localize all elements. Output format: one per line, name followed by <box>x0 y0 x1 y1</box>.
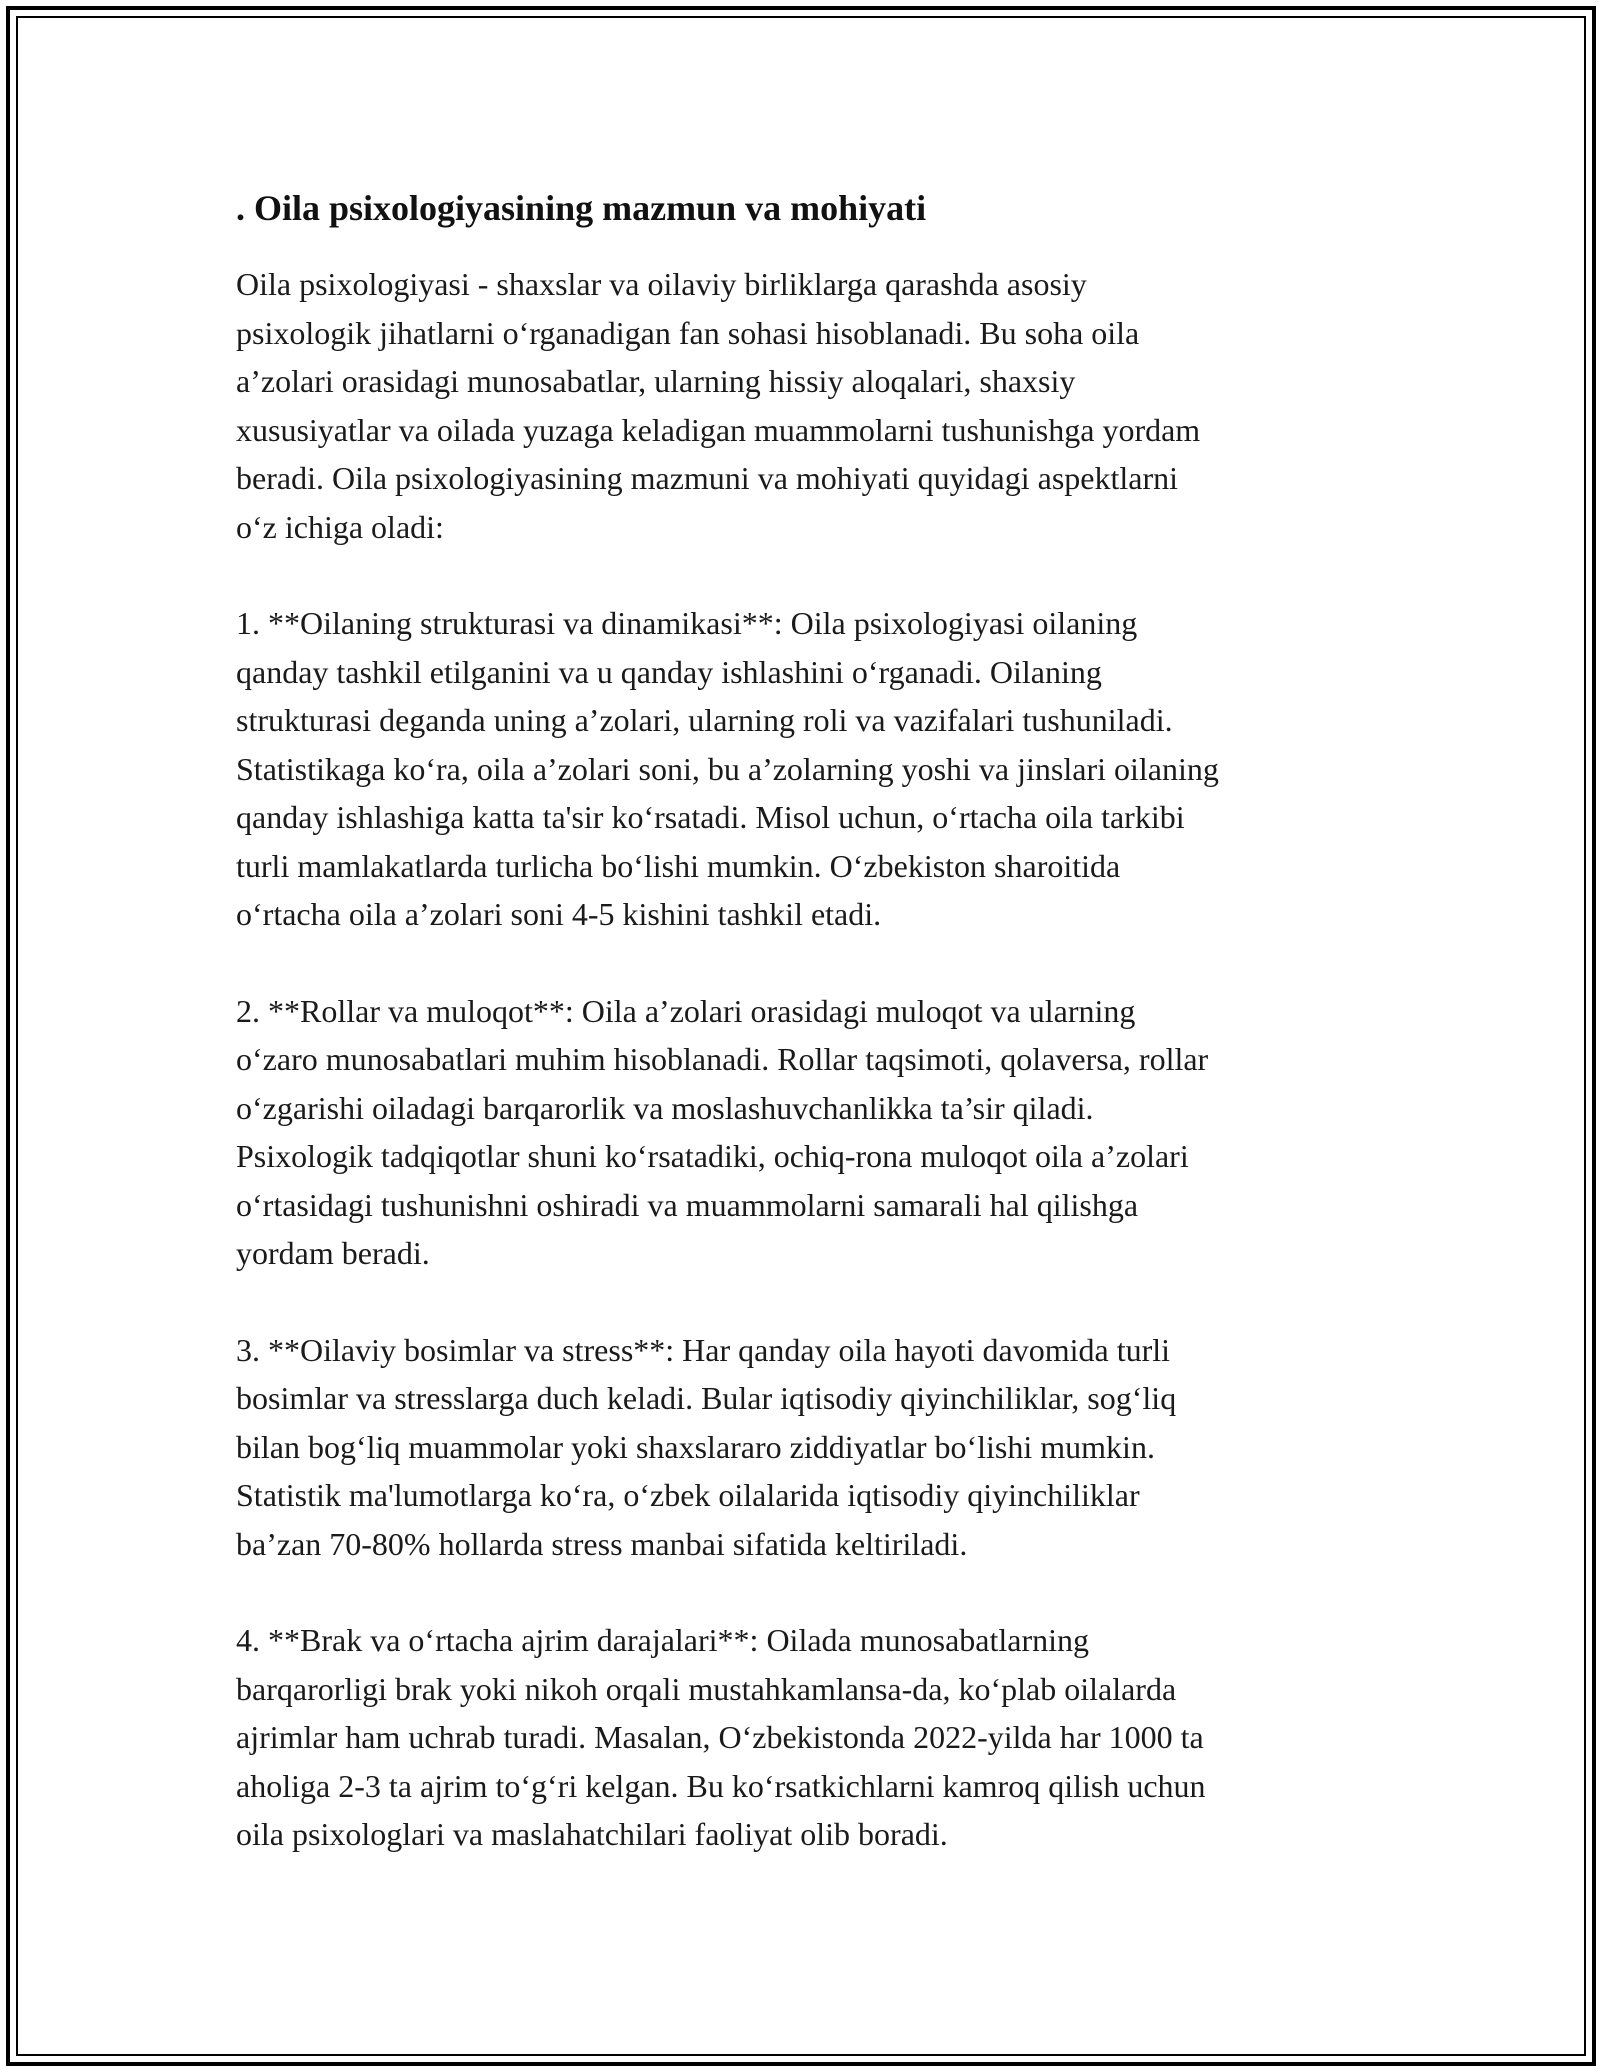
paragraph-list <box>236 260 1376 1859</box>
paragraph-line: ba’zan 70-80% hollarda stress manbai sifatida keltiriladi. <box>236 1525 968 1562</box>
paragraph-line: Psixologik tadqiqotlar shuni ko‘rsatadiki, ochiq-rona muloqot oila a’zolari <box>236 1138 1189 1174</box>
paragraph-line: qanday ishlashiga katta ta'sir ko‘rsatadi. Misol uchun, o‘rtacha oila tarkibi <box>236 799 1185 835</box>
paragraph-line: psixologik jihatlarni o‘rganadigan fan sohasi hisoblanadi. Bu soha oila <box>236 314 1140 351</box>
paragraph-line: ajrimlar ham uchrab turadi. Masalan, O‘zbekistonda 2022-yilda har 1000 ta <box>236 1719 1204 1755</box>
paragraph-line: bosimlar va stresslarga duch keladi. Bular iqtisodiy qiyinchiliklar, sog‘liq <box>236 1380 1177 1416</box>
paragraph-line: qanday tashkil etilganini va u qanday ishlashini o‘rganadi. Oilaning <box>236 653 1102 690</box>
paragraph-line: 2. **Rollar va muloqot**: Oila a’zolari orasidagi muloqot va ularning <box>236 992 1136 1029</box>
paragraph-line: yordam beradi. <box>236 1235 430 1271</box>
document-heading: . Oila psixologiyasining mazmun va mohiyati <box>236 188 927 228</box>
paragraph-line: o‘rtacha oila a’zolari soni 4-5 kishini tashkil etadi. <box>236 896 882 932</box>
paragraph-4 <box>236 1326 1376 1569</box>
paragraph-line: 3. **Oilaviy bosimlar va stress**: Har qanday oila hayoti davomida turli <box>236 1331 1171 1368</box>
paragraph-line: aholiga 2-3 ta ajrim to‘g‘ri kelgan. Bu ko‘rsatkichlarni kamroq qilish uchun <box>236 1767 1206 1804</box>
paragraph-line: xususiyatlar va oilada yuzaga keladigan muammolarni tushunishga yordam <box>236 411 1201 448</box>
paragraph-line: Statistik ma'lumotlarga ko‘ra, o‘zbek oilalarida iqtisodiy qiyinchiliklar <box>236 1477 1140 1513</box>
paragraph-1 <box>236 260 1376 551</box>
paragraph-5 <box>236 1616 1376 1859</box>
paragraph-line: Statistikaga ko‘ra, oila a’zolari soni, bu a’zolarning yoshi va jinslari oilaning <box>236 750 1219 787</box>
paragraph-line: 1. **Oilaning strukturasi va dinamikasi**: Oila psixologiyasi oilaning <box>236 605 1138 641</box>
document-body <box>236 186 1376 1907</box>
paragraph-line: oila psixologlari va maslahatchilari faoliyat olib boradi. <box>236 1816 948 1852</box>
paragraph-line: strukturasi deganda uning a’zolari, ularning roli va vazifalari tushuniladi. <box>236 702 1173 738</box>
paragraph-line: 4. **Brak va o‘rtacha ajrim darajalari**: Oilada munosabatlarning <box>236 1622 1090 1658</box>
paragraph-2 <box>236 599 1376 939</box>
paragraph-3 <box>236 987 1376 1278</box>
paragraph-line: a’zolari orasidagi munosabatlar, ularning hissiy aloqalari, shaxsiy <box>236 363 1076 399</box>
paragraph-line: o‘zgarishi oiladagi barqarorlik va moslashuvchanlikka ta’sir qiladi. <box>236 1089 1094 1126</box>
paragraph-line: o‘zaro munosabatlari muhim hisoblanadi. Rollar taqsimoti, qolaversa, rollar <box>236 1041 1209 1077</box>
paragraph-line: bilan bog‘liq muammolar yoki shaxslararo ziddiyatlar bo‘lishi mumkin. <box>236 1428 1155 1465</box>
paragraph-line: barqarorligi brak yoki nikoh orqali mustahkamlansa-da, ko‘plab oilalarda <box>236 1670 1177 1707</box>
paragraph-line: turli mamlakatlarda turlicha bo‘lishi mumkin. O‘zbekiston sharoitida <box>236 847 1121 884</box>
paragraph-line: beradi. Oila psixologiyasining mazmuni va mohiyati quyidagi aspektlarni <box>236 460 1179 496</box>
paragraph-line: o‘rtasidagi tushunishni oshiradi va muammolarni samarali hal qilishga <box>236 1186 1139 1223</box>
paragraph-line: o‘z ichiga oladi: <box>236 508 444 545</box>
paragraph-line: Oila psixologiyasi - shaxslar va oilaviy birliklarga qarashda asosiy <box>236 266 1087 302</box>
